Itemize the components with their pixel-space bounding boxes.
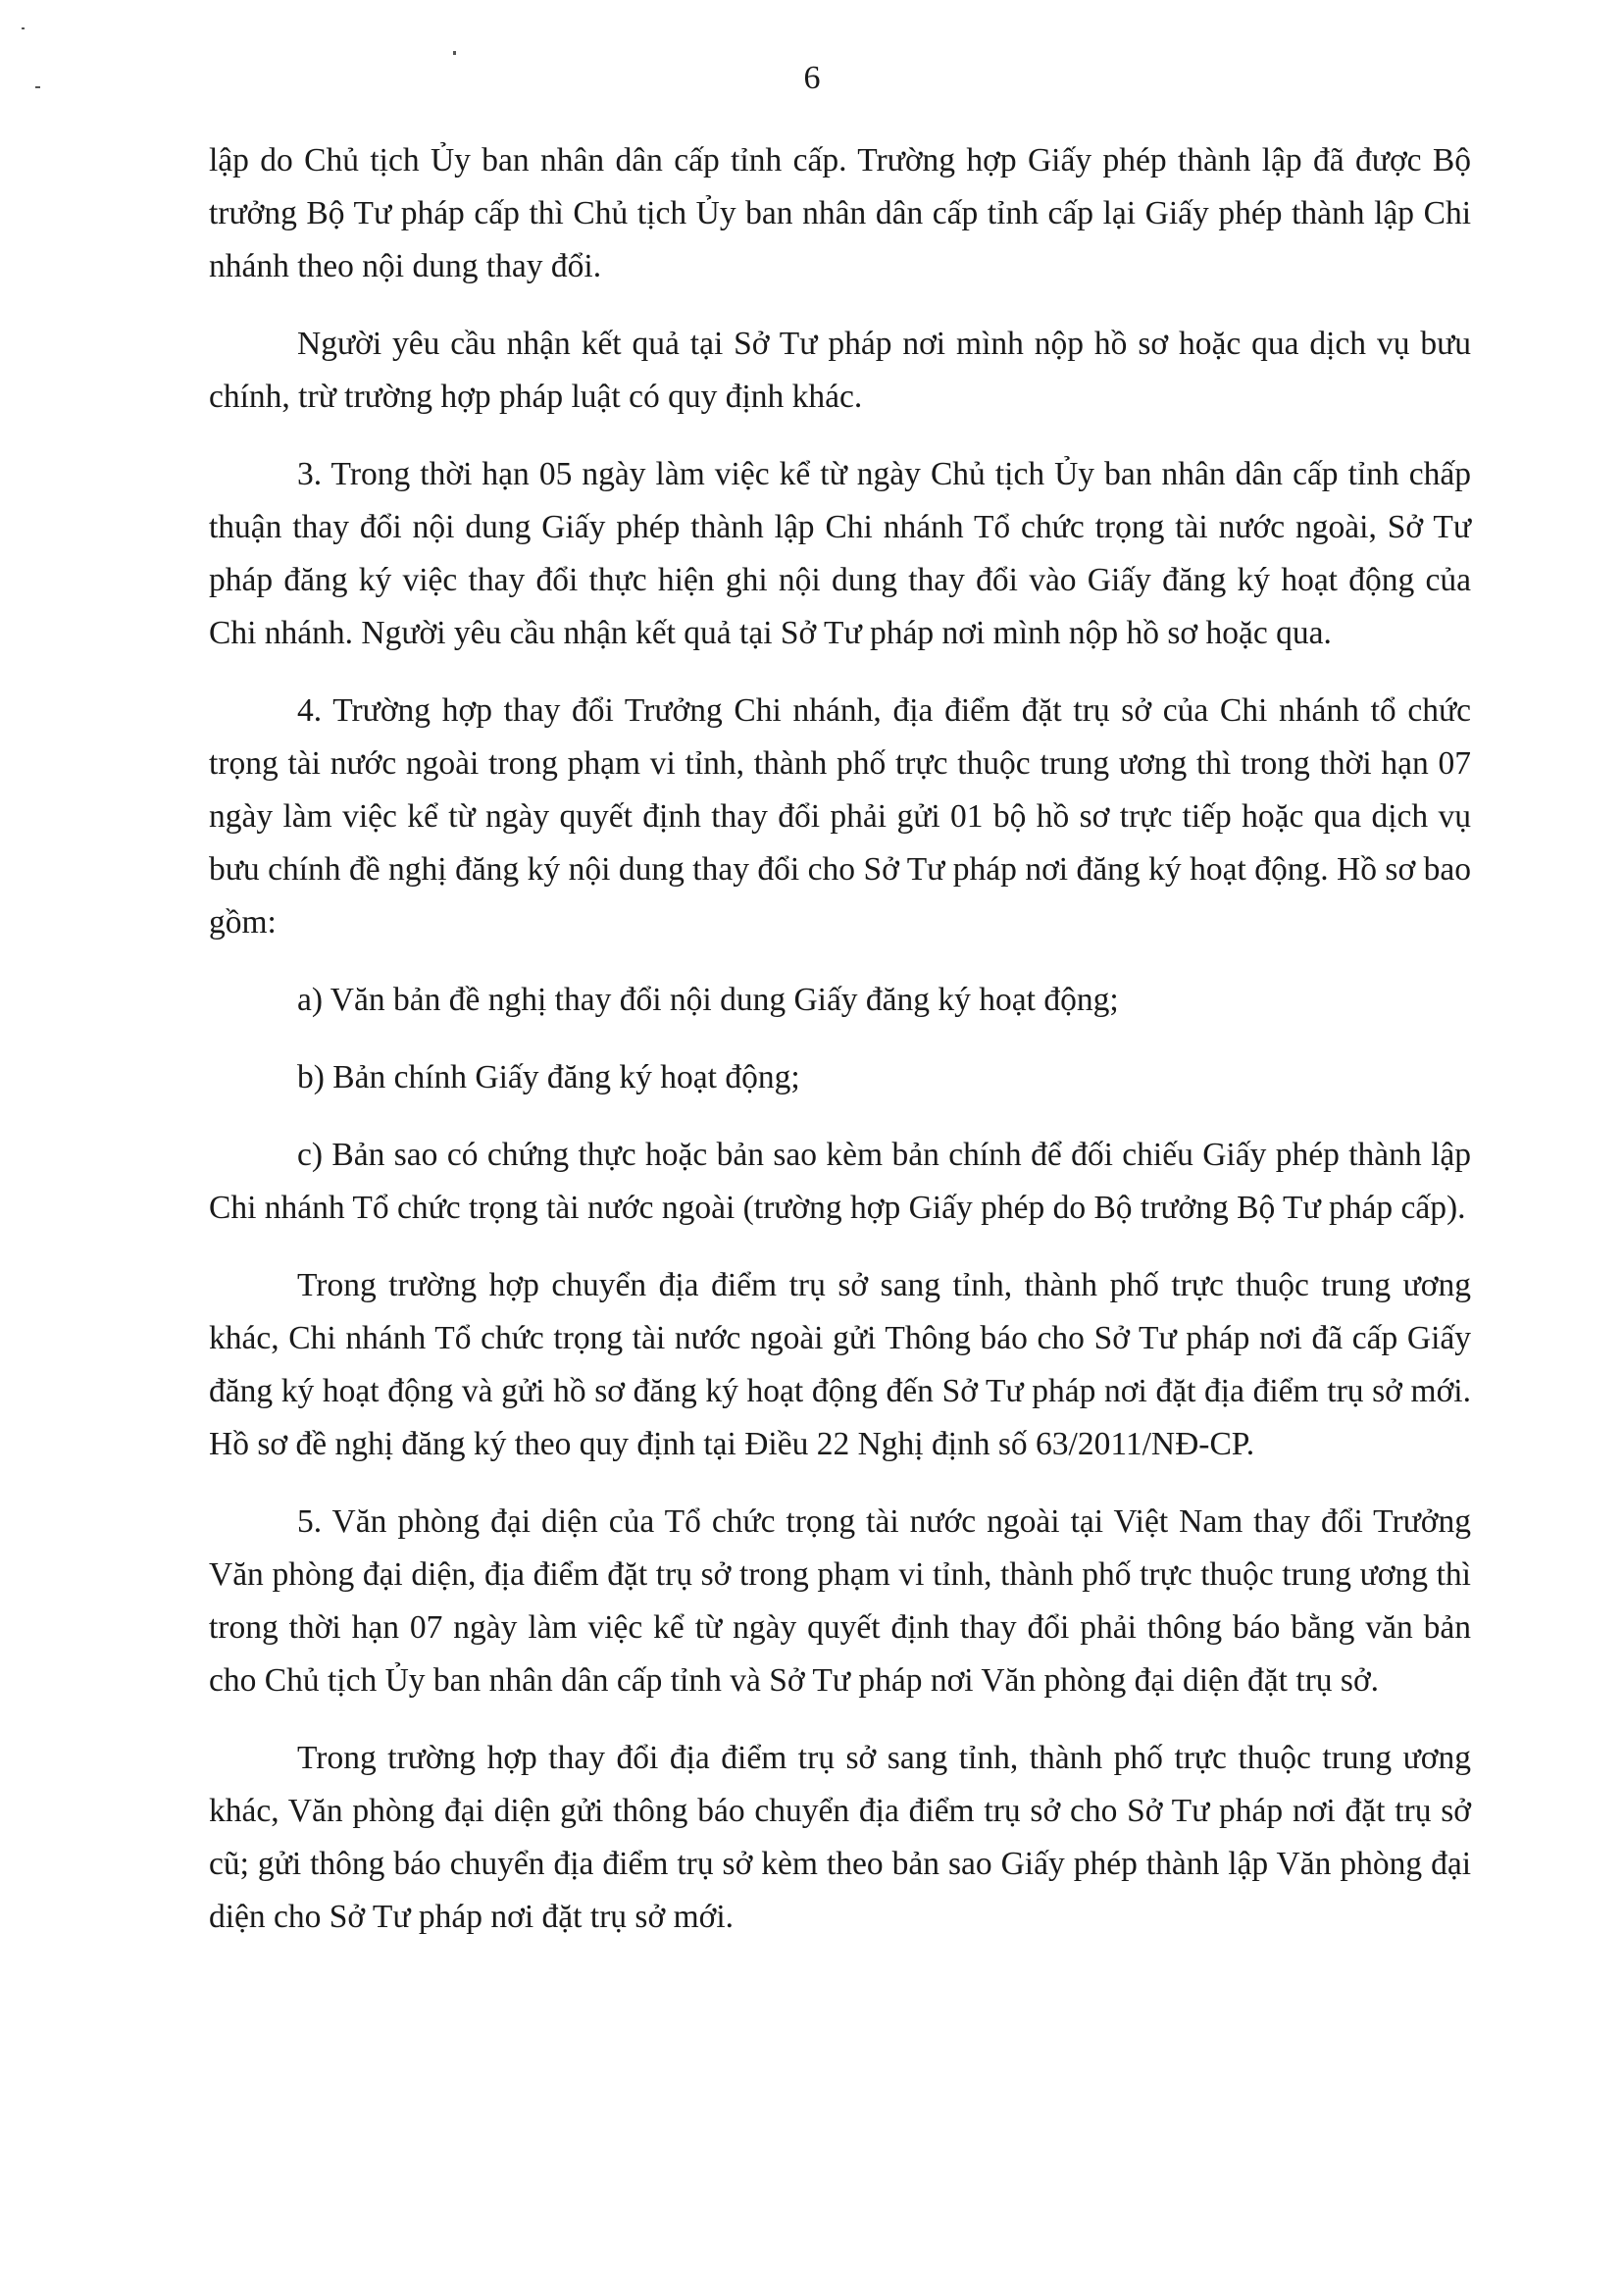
paragraph-continuation: lập do Chủ tịch Ủy ban nhân dân cấp tỉnh cấp. Trường hợp Giấy phép thành lập đã được Bộ trưởng Bộ Tư pháp cấp thì Chủ tịch Ủy ban nhân dân cấp tỉnh cấp lại Giấy phép thành lập Chi nhánh theo nội dung thay đổi. [209, 142, 1471, 284]
list-item-b: b) Bản chính Giấy đăng ký hoạt động; [297, 1059, 800, 1095]
list-item-a: a) Văn bản đề nghị thay đổi nội dung Giấy đăng ký hoạt động; [297, 982, 1119, 1018]
scan-speck [22, 27, 25, 29]
scan-speck [453, 51, 456, 55]
list-item-c: c) Bản sao có chứng thực hoặc bản sao kèm bản chính để đối chiếu Giấy phép thành lập Chi nhánh Tổ chức trọng tài nước ngoài (trường hợp Giấy phép do Bộ trưởng Bộ Tư pháp cấp). [209, 1137, 1471, 1226]
paragraph-clause-5: 5. Văn phòng đại diện của Tổ chức trọng tài nước ngoài tại Việt Nam thay đổi Trưởng Văn phòng đại diện, địa điểm đặt trụ sở trong phạm vi tỉnh, thành phố trực thuộc trung ương thì trong thời hạn 07 ngày làm việc kể từ ngày quyết định thay đổi phải thông báo bằng văn bản cho Chủ tịch Ủy ban nhân dân cấp tỉnh và Sở Tư pháp nơi Văn phòng đại diện đặt trụ sở. [209, 1503, 1471, 1699]
paragraph-clause-3: 3. Trong thời hạn 05 ngày làm việc kể từ ngày Chủ tịch Ủy ban nhân dân cấp tỉnh chấp thuận thay đổi nội dung Giấy phép thành lập Chi nhánh Tổ chức trọng tài nước ngoài, Sở Tư pháp đăng ký việc thay đổi thực hiện ghi nội dung thay đổi vào Giấy đăng ký hoạt động của Chi nhánh. Người yêu cầu nhận kết quả tại Sở Tư pháp nơi mình nộp hồ sơ hoặc qua. [209, 456, 1471, 651]
paragraph-clause-4: 4. Trường hợp thay đổi Trưởng Chi nhánh, địa điểm đặt trụ sở của Chi nhánh tổ chức trọng tài nước ngoài trong phạm vi tỉnh, thành phố trực thuộc trung ương thì trong thời hạn 07 ngày làm việc kể từ ngày quyết định thay đổi phải gửi 01 bộ hồ sơ trực tiếp hoặc qua dịch vụ bưu chính đề nghị đăng ký nội dung thay đổi cho Sở Tư pháp nơi đăng ký hoạt động. Hồ sơ bao gồm: [209, 692, 1471, 941]
page-number: 6 [803, 60, 821, 96]
paragraph-branch-relocation: Trong trường hợp chuyển địa điểm trụ sở sang tỉnh, thành phố trực thuộc trung ương khác, Chi nhánh Tổ chức trọng tài nước ngoài gửi Thông báo cho Sở Tư pháp nơi đã cấp Giấy đăng ký hoạt động và gửi hồ sơ đăng ký hoạt động đến Sở Tư pháp nơi đặt địa điểm trụ sở mới. Hồ sơ đề nghị đăng ký theo quy định tại Điều 22 Nghị định số 63/2011/NĐ-CP. [209, 1267, 1471, 1462]
paragraph-office-relocation: Trong trường hợp thay đổi địa điểm trụ sở sang tỉnh, thành phố trực thuộc trung ương khác, Văn phòng đại diện gửi thông báo chuyển địa điểm trụ sở cho Sở Tư pháp nơi đặt trụ sở cũ; gửi thông báo chuyển địa điểm trụ sở kèm theo bản sao Giấy phép thành lập Văn phòng đại diện cho Sở Tư pháp nơi đặt trụ sở mới. [209, 1740, 1471, 1935]
paragraph-result-receipt: Người yêu cầu nhận kết quả tại Sở Tư pháp nơi mình nộp hồ sơ hoặc qua dịch vụ bưu chính, trừ trường hợp pháp luật có quy định khác. [209, 326, 1471, 415]
document-body [209, 134, 1471, 1968]
